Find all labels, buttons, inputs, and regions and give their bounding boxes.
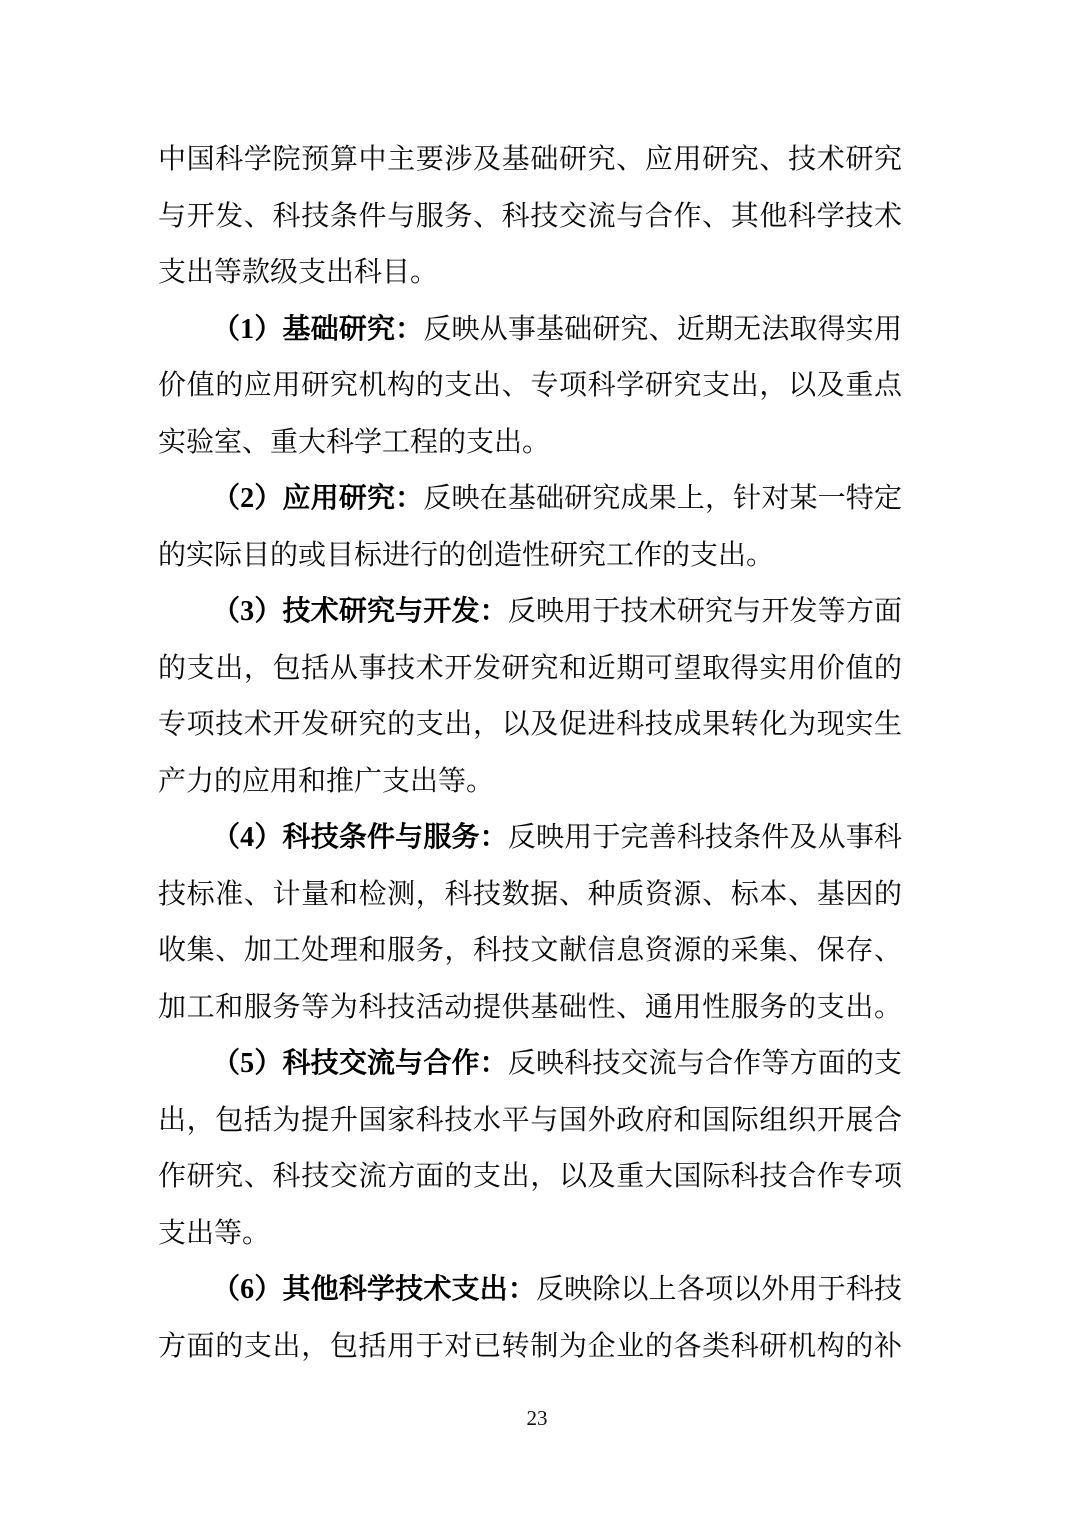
line-text: 收集、加工处理和服务，科技文献信息资源的采集、保存、 [158, 935, 902, 966]
text-line [158, 189, 902, 246]
line-text: 的实际目的或目标进行的创造性研究工作的支出。 [158, 539, 775, 571]
item-number-heading: （3）技术研究与开发： [212, 596, 508, 627]
paragraph-item-4-conditions-services [158, 810, 902, 1036]
line-text: 作研究、科技交流方面的支出，以及重大国际科技合作专项 [158, 1161, 902, 1192]
text-line [158, 358, 902, 415]
text-line [158, 697, 902, 754]
paragraph-item-6-other-st-expenditure [158, 1262, 902, 1375]
text-line [158, 302, 902, 359]
text-line [158, 1319, 902, 1376]
page-number: 23 [526, 1406, 548, 1430]
line-text: 支出等款级支出科目。 [158, 257, 439, 288]
text-line [158, 1036, 902, 1093]
paragraph-item-1-basic-research [158, 302, 902, 472]
text-line [158, 471, 902, 528]
text-line [158, 980, 902, 1037]
item-number-heading: （2）应用研究： [212, 483, 424, 514]
document-body [158, 132, 902, 1375]
line-text: 反映除以上各项以外用于科技 [536, 1274, 902, 1305]
line-text: 出，包括为提升国家科技水平与国外政府和国际组织开展合 [158, 1104, 902, 1136]
line-text: 中国科学院预算中主要涉及基础研究、应用研究、技术研究 [158, 144, 902, 175]
line-text: 与开发、科技条件与服务、科技交流与合作、其他科学技术 [158, 200, 902, 232]
paragraph-item-2-applied-research [158, 471, 902, 584]
paragraph-intro [158, 132, 902, 302]
line-text: 方面的支出，包括用于对已转制为企业的各类科研机构的补 [158, 1330, 902, 1362]
text-line [158, 641, 902, 698]
text-line [158, 415, 902, 472]
line-text: 反映用于技术研究与开发等方面 [507, 596, 902, 627]
text-line [158, 1206, 902, 1263]
text-line [158, 867, 902, 924]
text-line [158, 923, 902, 980]
item-number-heading: （5）科技交流与合作： [212, 1048, 508, 1079]
text-line [158, 1149, 902, 1206]
line-text: 实验室、重大科学工程的支出。 [158, 426, 551, 458]
text-line [158, 1093, 902, 1150]
line-text: 支出等。 [158, 1217, 271, 1249]
text-line [158, 810, 902, 867]
paragraph-item-5-exchange-cooperation [158, 1036, 902, 1262]
item-number-heading: （6）其他科学技术支出： [212, 1274, 536, 1305]
line-text: 反映科技交流与合作等方面的支 [507, 1048, 902, 1079]
line-text: 技标准、计量和检测，科技数据、种质资源、标本、基因的 [158, 878, 902, 910]
text-line [158, 1262, 902, 1319]
text-line [158, 245, 902, 302]
line-text: 产力的应用和推广支出等。 [158, 765, 495, 797]
line-text: 专项技术开发研究的支出，以及促进科技成果转化为现实生 [158, 709, 902, 740]
line-text: 价值的应用研究机构的支出、专项科学研究支出，以及重点 [158, 370, 902, 401]
text-line [158, 754, 902, 811]
line-text: 加工和服务等为科技活动提供基础性、通用性服务的支出。 [158, 991, 902, 1023]
line-text: 反映在基础研究成果上，针对某一特定 [423, 483, 902, 514]
text-line [158, 528, 902, 585]
line-text: 的支出，包括从事技术开发研究和近期可望取得实用价值的 [158, 652, 902, 684]
text-line [158, 584, 902, 641]
text-line [158, 132, 902, 189]
line-text: 反映用于完善科技条件及从事科 [507, 822, 902, 853]
item-number-heading: （1）基础研究： [212, 313, 424, 345]
paragraph-item-3-tech-research-development [158, 584, 902, 810]
item-number-heading: （4）科技条件与服务： [212, 822, 508, 853]
line-text: 反映从事基础研究、近期无法取得实用 [423, 313, 902, 345]
